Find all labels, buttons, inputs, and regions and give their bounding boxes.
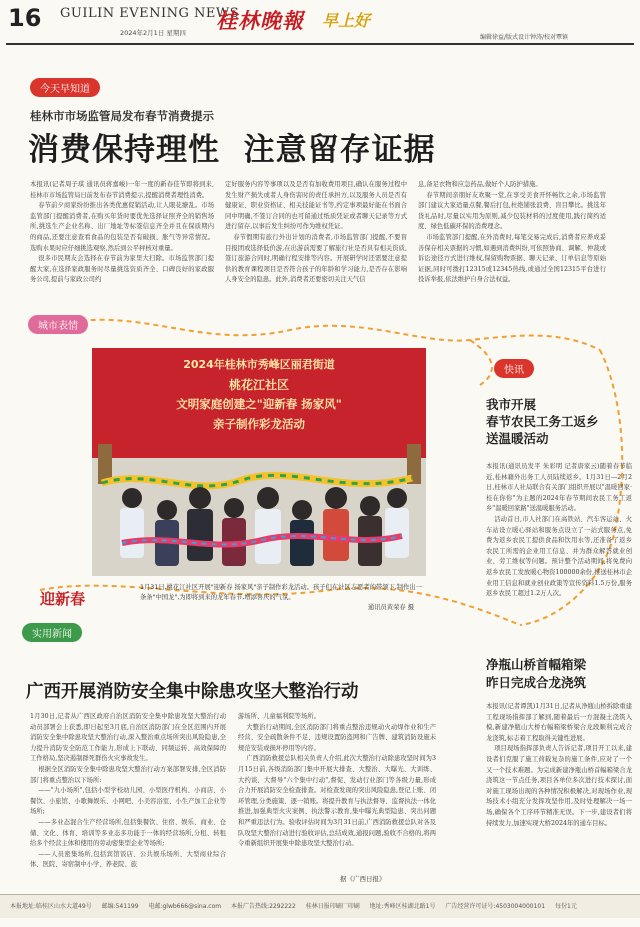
tag-flash: [494, 358, 534, 378]
footer-license: 广告经营许可证号:4503004000101: [445, 903, 546, 910]
bridge-p1: 本报讯(记者谭凯)1月31日,记者从净瓶山桥拆除重建工程现场指挥部了解到,随着最后一方混凝土浇筑入模,新建净瓶山大桥右幅箱梁桥梁合龙段顺利完成合龙浇筑,标志着工程取得关键性进展。: [486, 703, 632, 742]
flash-title-line1: 我市开展: [486, 397, 537, 412]
footer-printer-address: 地址:秀峰区桂湖北路1号: [369, 903, 436, 910]
tag-city-label: 城市表情: [28, 315, 88, 334]
bridge-title-line1: 净瓶山桥首幅箱梁: [486, 657, 587, 672]
footer-email: 电邮:glwb666@sina.com: [148, 903, 222, 910]
tag-practical-label: 实用新闻: [22, 623, 82, 642]
article2-p2: 根据全区消防安全集中除患攻坚大整治行动方案部署安排,全区消防部门将重点整治以下场所:: [30, 765, 226, 784]
tag-city: [28, 314, 88, 334]
header-rule: [6, 43, 634, 45]
article1-p6: 息,备足衣物和应急药品,做好个人防护措施。: [418, 181, 542, 188]
article2-p6: 游场所、儿童福利院等场所。: [238, 713, 320, 720]
city-photo: [92, 348, 426, 576]
article1-p5: 春节假期有旅行外出计划的消费者,市场监管部门提醒,不要盲目报团或选择低价游,在出游前需要了解旅行社是否具有相关资质,签订旅游合同时,明确行程安排等内容。开展研学时还需要注意提供的教育课程项目是否符合孩子的年龄和学习能力,是否存在影响人身安全的隐患。此外,消费者还要密切关注天气信: [225, 233, 407, 284]
article2-source: 据《广西日报》: [340, 875, 386, 883]
article1-p1: 本报讯(记者周子琪 通讯员蒋嘉峻)一年一度的新春佳节即将到来,桂林市市场监管局日前发布春节消费提示,提醒消费者理性消费。: [30, 181, 214, 199]
article2-p1: 1月30日,记者从广西区政府自治区消防安全集中除患攻坚大整治行动动员部署会上获悉,即日起至3月底,自治区消防部门在全区范围内开展消防安全集中除患攻坚大整治行动,深入整治重点场所突出风险隐患,全力提升消防安全防范工作能力,形成上下联动、同频运转、高效保障的工作格局,坚决遏制群死群伤火灾事故发生。: [30, 713, 226, 763]
footer-address: 本报地址:临桂区山水大道49号: [10, 903, 92, 910]
article2-p7: 大整治行动期间,全区消防部门将重点整治违规动火动焊作业和生产经营、安全疏散条件不足、违规设置防盗网和广告牌、建筑消防设施未规范安装或损坏停用等内容。: [238, 723, 436, 752]
bridge-title-line2: 昨日完成合龙浇筑: [486, 675, 587, 690]
article1-headline: 消费保持理性 注意留存证据: [28, 132, 436, 168]
flash-p1: 本报讯(通讯员发平 朱彩明 记者唐家云)随着春节临近,桂林籍外出务工人员陆续返乡。1月31日—2月2日,桂林市人社局联合有关部门组织开展以"温暖回家·桂在你你"为主题的2024年春节期间农民工务工返乡"温暖回家路"送温暖服务活动。: [486, 463, 632, 513]
city-caption: [140, 583, 426, 613]
tag-flash-label: 快讯: [494, 359, 534, 378]
article2-p4: ——多业态混合生产经营场所,包括集餐饮、住宿、娱乐、商业、仓储、文化、体育、培训等多业态多功能于一体的经营场所,分租、转租给多个经营主体和使用的劳动密集型企业等场所;: [30, 818, 226, 848]
paper-name-en: GUILIN EVENING NEWS: [60, 6, 240, 21]
page-number: 16: [8, 4, 42, 32]
footer-ad-hotline: 本报广告热线:2292222: [231, 903, 296, 910]
date-line: 2024年2月1日 星期四: [120, 29, 186, 37]
bridge-p2: 项目现场指挥部负责人告诉记者,项目开工以来,建设者们克服了施工荷载复杂的施工条件,应对了一个又一个技术难题。为完成新建净瓶山桥首幅箱梁合龙浇筑这一节点任务,项目各单位多次进行技术探讨,面对施工现场出现的各种情况积极解决,对现场作业,现场技术小组充分发挥攻坚作用,及时处理解决一场一场,确保各个工序环节精准无误。下一步,建设者们将持续发力,加速实现大桥2024年的通车目标。: [486, 745, 632, 827]
tag-practical: [22, 622, 82, 642]
caption-text: 1月31日,桃花江社区开展"迎新春 扬家风"亲子制作彩龙活动。孩子们在社区志愿者的带领下,制作出一条条"中国龙",为即将到来的龙年春节,增添喜庆的气氛。: [140, 584, 422, 601]
article1-p3: 很多市民期友会选择在春节前为家里大扫除。市场监管部门提醒大家,在选择家政服务时尽量挑选资质齐全、口碑良好的家政服务公司,提前与家政公司约: [30, 255, 214, 284]
flash-body: [486, 462, 632, 612]
article1-kicker: 桂林市市场监管局发布春节消费提示: [30, 109, 214, 123]
city-big-title: 迎新春: [40, 590, 86, 608]
article2-headline: 广西开展消防安全集中除患攻坚大整治行动: [26, 682, 359, 702]
banner-line1: 2024年桂林市秀峰区丽君街道: [183, 358, 335, 371]
banner-line4: 亲子制作彩龙活动: [213, 417, 305, 431]
article1-p2: 春节前夕商家纷纷推出各类优惠促销活动,让人眼花缭乱。市场监管部门提醒消费者,在购买年货时要优先选择证照齐全的销售场所,挑选生产企业名称、出厂地址等标签信息齐全并且在保质期内的商品,还要注意查看食品的包装是否有破损、胀气等异常情况。选购水果时应仔细挑选观察,然后到公平秤核对重量。: [30, 202, 214, 252]
footer-price: 每份1元: [555, 903, 577, 910]
footer-printer: 桂林日报印刷厂印刷: [305, 903, 360, 910]
tag-today: [30, 77, 100, 97]
caption-credit: 通讯员黄荣春 摄: [367, 604, 414, 611]
flash-p2: 活动首日,市人社部门在高铁站、汽车客运站、火车站设立暖心驿站和服务点设立了一站式服务点,免费为返乡农民工提供食品和饮用水等,还准备了返乡农民工所需的企业用工信息、并为群众解答就业创业、劳工维权等问题。预计整个活动期间,将免费向返乡农民工发放暖心物资100000余份,推送桂林市企业用工信息和就业创业政策等宣传资料1.5万份,服务返乡农民工超过1.2万人次。: [486, 515, 632, 598]
article2-col2: [238, 712, 436, 872]
flash-title-line2: 春节农民工务工返乡: [486, 414, 599, 429]
editor-line: 编辑徐益/版式设计钟涛/校对覃镇: [480, 34, 569, 41]
section-title: 早上好: [322, 11, 371, 30]
flash-title: [486, 396, 626, 447]
banner-line3: 文明家庭创建之"迎新春 扬家风": [176, 397, 342, 411]
flash-title-line3: 送温暖活动: [486, 431, 549, 446]
footer-postcode: 邮编:541199: [101, 903, 139, 910]
tag-today-label: 今天早知道: [30, 78, 100, 97]
article2-p3: ——"九小场所",包括小型学校幼儿园、小型医疗机构、小商店、小餐饮、小旅馆、小歌舞娱乐、小网吧、小美容浴室、小生产加工企业等场所;: [30, 787, 226, 816]
article2-p5: ——人员密集场所,包括宾馆饭店、公共娱乐场所、大型商业综合体、医院、寄宿制中小学、养老院、旅: [30, 850, 226, 869]
article1-col2: [225, 180, 407, 316]
article1-p7: 春节期间亲朋好友欢聚一堂,在享受美食开怀畅饮之余,市场监管部门建议大家适量点餐,餐后打包,杜绝铺张浪费、盲目攀比。挑选年货礼品时,尽量以实用为原则,减少包装材料的过度使用,践行简约适度、绿色低碳环保的消费理念。: [418, 191, 606, 231]
bridge-title: [486, 656, 632, 692]
article2-p8: 广西消防救援总队相关负责人介绍,此次大整治行动除患攻坚时间为3月15日前,各级消防部门集中开展大排查、大整治、大曝光、大训练、大约谈、大督导"六个集中行动",督促、发动行业部门等各级力量,形成合力开展消防安全检查排查。对检查发现的突出风险隐患,登记上账、闭环管理,分类施策、逐一销账。将提升教育与执法督导、监督执法一体化推进,加强典型火灾案例、执法警示教育,集中曝光典型隐患、突出问题和严重违法行为。验收评估时间为3月31日前,广西消防救援总队对各及队攻坚大整治行动进行验收评估,总结成效,通报问题,验收不合格的,将两令重新组织开展集中除患攻坚大整治行动。: [238, 755, 436, 848]
bridge-body: [486, 702, 632, 888]
article1-p4: 定好服务内容等事项以及是否有加收费用项目,确认在服务过程中发生财产损失或者人身伤害时的责任承担方,以及服务人员是否有健康证、职业资格证、相关技能证书等,约定事项最好能在书面合同中明确,不签订合同的也可留通过纸质凭证或者聊天记录等方式进行留存,以事后发生纠纷可作为维权凭证。: [225, 181, 407, 231]
page-footer: [0, 894, 640, 918]
article1-col3: [418, 180, 606, 316]
banner-line2: 桃花江社区: [228, 378, 289, 392]
page-header: [0, 0, 640, 46]
article1-p8: 市场监管部门提醒,在外消费时,每笔交易完成后,消费者应养成妥善保存相关票据的习惯,如遇到消费纠纷,可依照协商、调解、仲裁或诉讼途径方式进行维权,保留购物票据、聊天记录、订单信息等原始证据,同时可拨打12315或12345热线,或通过全国12315平台进行投诉举报,依法维护自身合法权益。: [418, 233, 606, 284]
article2-col1: [30, 712, 226, 888]
article1-col1: [30, 180, 214, 316]
masthead-logo: 桂林晚報: [216, 8, 304, 33]
